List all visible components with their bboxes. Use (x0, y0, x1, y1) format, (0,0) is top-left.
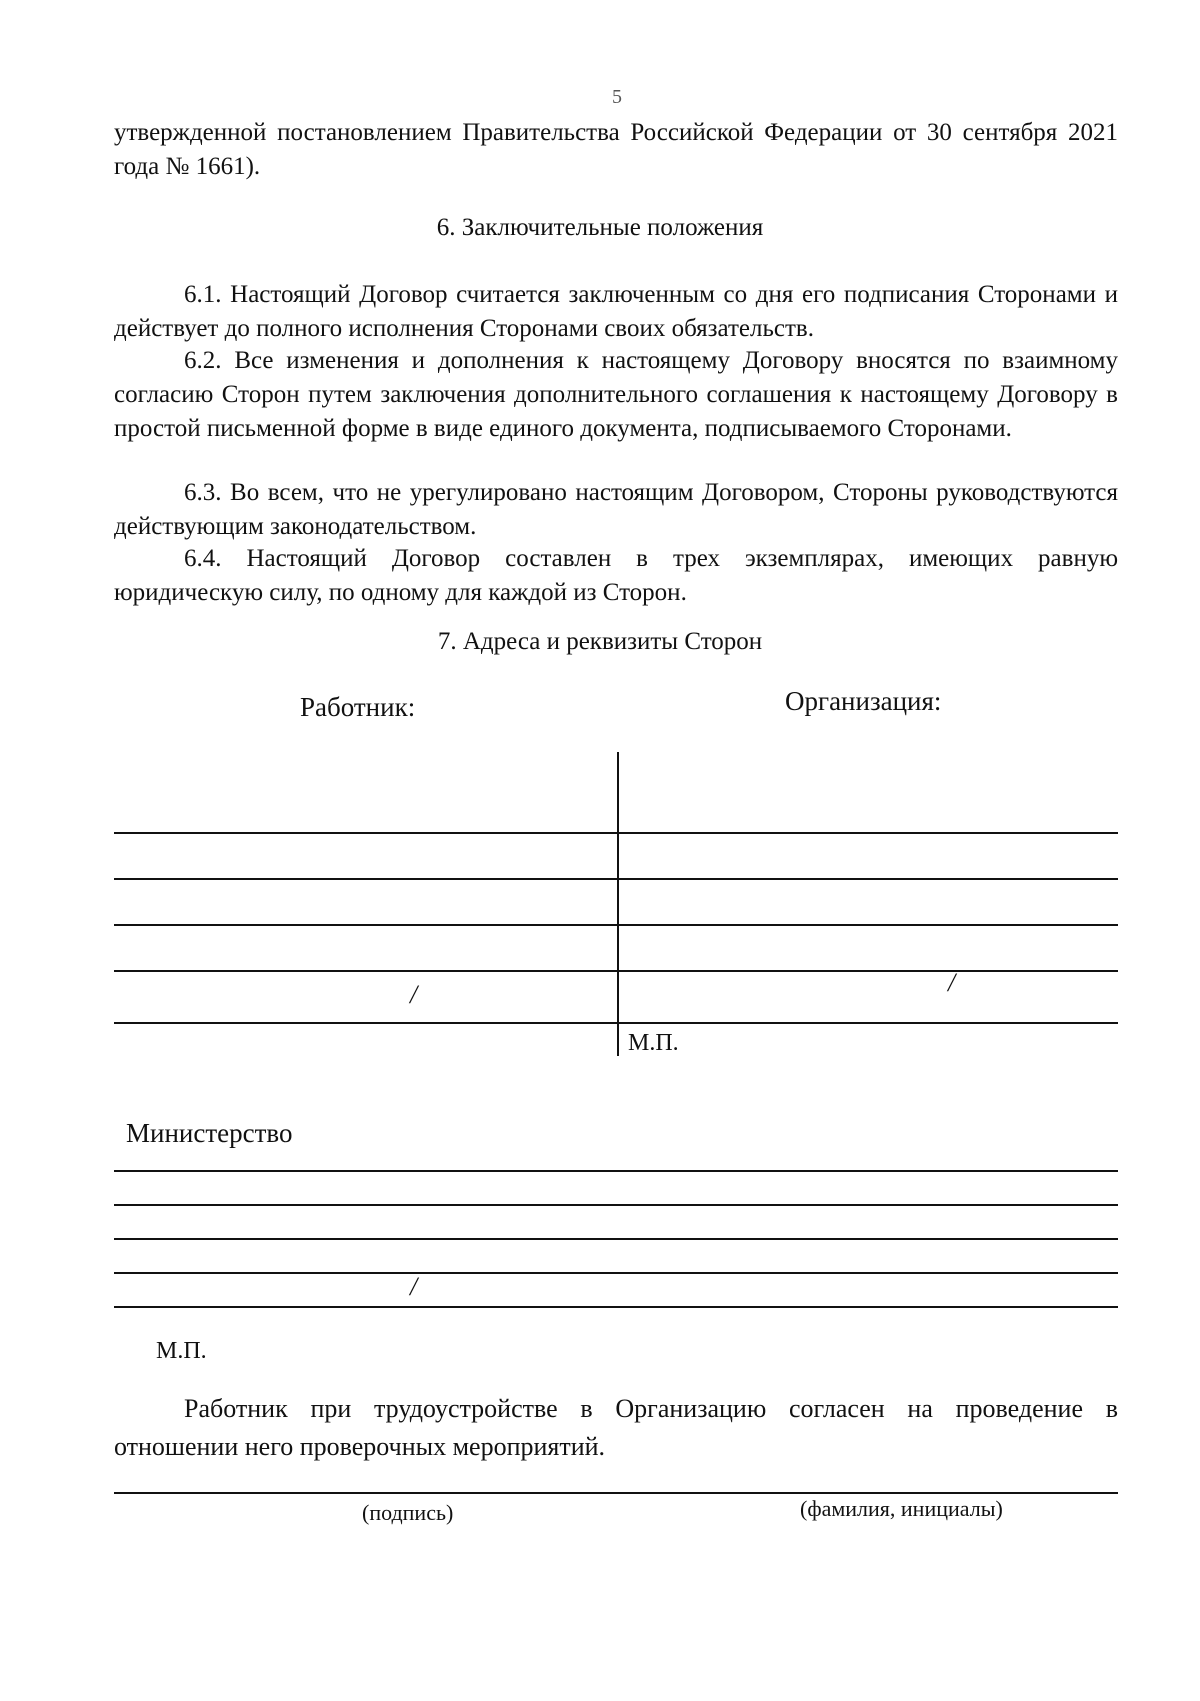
clause-6-3: 6.3. Во всем, что не урегулировано настоящим Договором, Стороны руководствуются действующим законодательством. (114, 479, 1118, 540)
signature-line (114, 1022, 1118, 1024)
page-number: 5 (612, 86, 622, 108)
organization-signature-slash: / (948, 968, 956, 997)
ministry-signature-slash: / (410, 1272, 418, 1301)
ministry-signature-line (114, 1306, 1118, 1308)
name-caption: (фамилия, инициалы) (800, 1496, 1003, 1521)
ministry-line (114, 1204, 1118, 1206)
organization-stamp: М.П. (628, 1030, 679, 1056)
ministry-line (114, 1272, 1118, 1274)
requisite-line (114, 970, 1118, 972)
signature-caption: (подпись) (362, 1500, 454, 1525)
ministry-line (114, 1238, 1118, 1240)
clause-6-1: 6.1. Настоящий Договор считается заключенным со дня его подписания Сторонами и действует до полного исполнения Сторонами своих обязательств. (114, 281, 1118, 342)
requisite-line (114, 832, 1118, 834)
consent-signature-line (114, 1492, 1118, 1494)
consent-statement: Работник при трудоустройстве в Организацию согласен на проведение в отношении него проверочных мероприятий. (114, 1394, 1118, 1461)
table-divider (617, 752, 619, 1056)
clause-6-2: 6.2. Все изменения и дополнения к настоящему Договору вносятся по взаимному согласию Сторон путем заключения дополнительного соглашения к настоящему Договору в простой письменной форме в виде единого документа, подписываемого Сторонами. (114, 347, 1118, 442)
requisite-line (114, 924, 1118, 926)
ministry-label: Министерство (126, 1118, 293, 1148)
intro-paragraph: утвержденной постановлением Правительства Российской Федерации от 30 сентября 2021 года № 1661). (114, 119, 1118, 180)
clause-6-4: 6.4. Настоящий Договор составлен в трех экземплярах, имеющих равную юридическую силу, по одному для каждой из Сторон. (114, 545, 1118, 606)
ministry-stamp: М.П. (156, 1338, 207, 1364)
section-6-title: 6. Заключительные положения (436, 214, 764, 241)
requisite-line (114, 878, 1118, 880)
worker-label: Работник: (300, 692, 416, 722)
worker-signature-slash: / (410, 980, 418, 1009)
organization-label: Организация: (785, 686, 942, 716)
ministry-line (114, 1170, 1118, 1172)
section-7-title: 7. Адреса и реквизиты Сторон (437, 628, 763, 655)
